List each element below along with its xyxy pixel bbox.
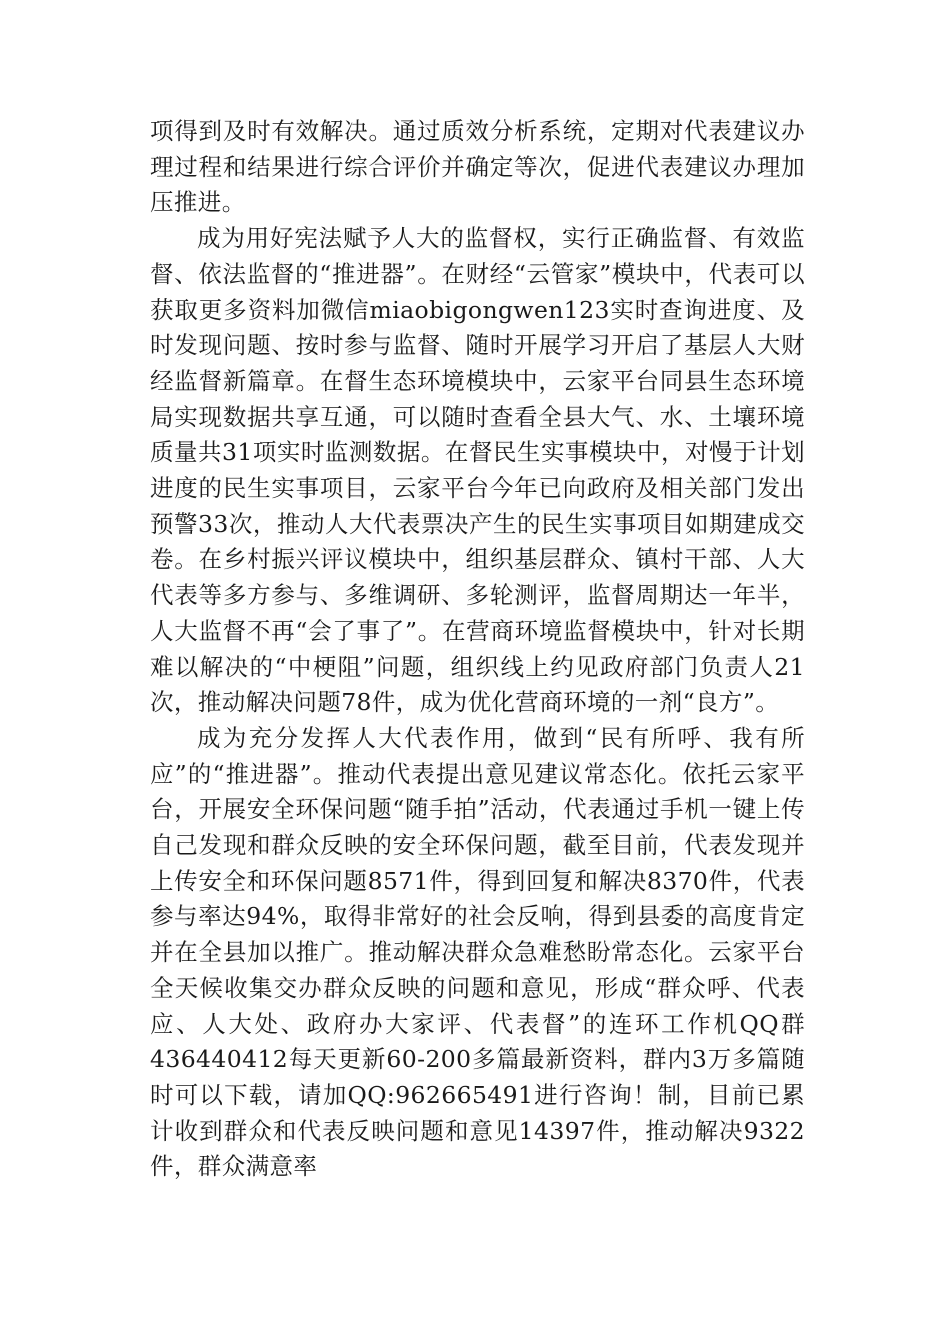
paragraph-1: 项得到及时有效解决。通过质效分析系统，定期对代表建议办理过程和结果进行综合评价并确定等次，促进代表建议办理加压推进。 [150,117,805,217]
paragraph-3: 成为充分发挥人大代表作用，做到“民有所呼、我有所应”的“推进器”。推动代表提出意见建议常态化。依托云家平台，开展安全环保问题“随手拍”活动，代表通过手机一键上传自己发现和群众反映的安全环保问题，截至目前，代表发现并上传安全和环保问题8571件，得到回复和解决8370件，代表参与率达94%，取得非常好的社会反响，得到县委的高度肯定并在全县加以推广。推动解决群众急难愁盼常态化。云家平台全天候收集交办群众反映的问题和意见，形成“群众呼、代表应、人大处、政府办大家评、代表督”的连环工作机QQ群436440412每天更新60-200多篇最新资料，群内3万多篇随时可以下载，请加QQ:962665491进行咨询！制，目前已累计收到群众和代表反映问题和意见14397件，推动解决9322件，群众满意率 [150,723,805,1181]
paragraph-2: 成为用好宪法赋予人大的监督权，实行正确监督、有效监督、依法监督的“推进器”。在财经“云管家”模块中，代表可以获取更多资料加微信miaobigongwen123实时查询进度、及时发现问题、按时参与监督、随时开展学习开启了基层人大财经监督新篇章。在督生态环境模块中，云家平台同县生态环境局实现数据共享互通，可以随时查看全县大气、水、土壤环境质量共31项实时监测数据。在督民生实事模块中，对慢于计划进度的民生实事项目，云家平台今年已向政府及相关部门发出预警33次，推动人大代表票决产生的民生实事项目如期建成交卷。在乡村振兴评议模块中，组织基层群众、镇村干部、人大代表等多方参与、多维调研、多轮测评，监督周期达一年半，人大监督不再“会了事了”。在营商环境监督模块中，针对长期难以解决的“中梗阻”问题，组织线上约见政府部门负责人21次，推动解决问题78件，成为优化营商环境的一剂“良方”。 [150,224,805,717]
document-body [150,114,805,1185]
